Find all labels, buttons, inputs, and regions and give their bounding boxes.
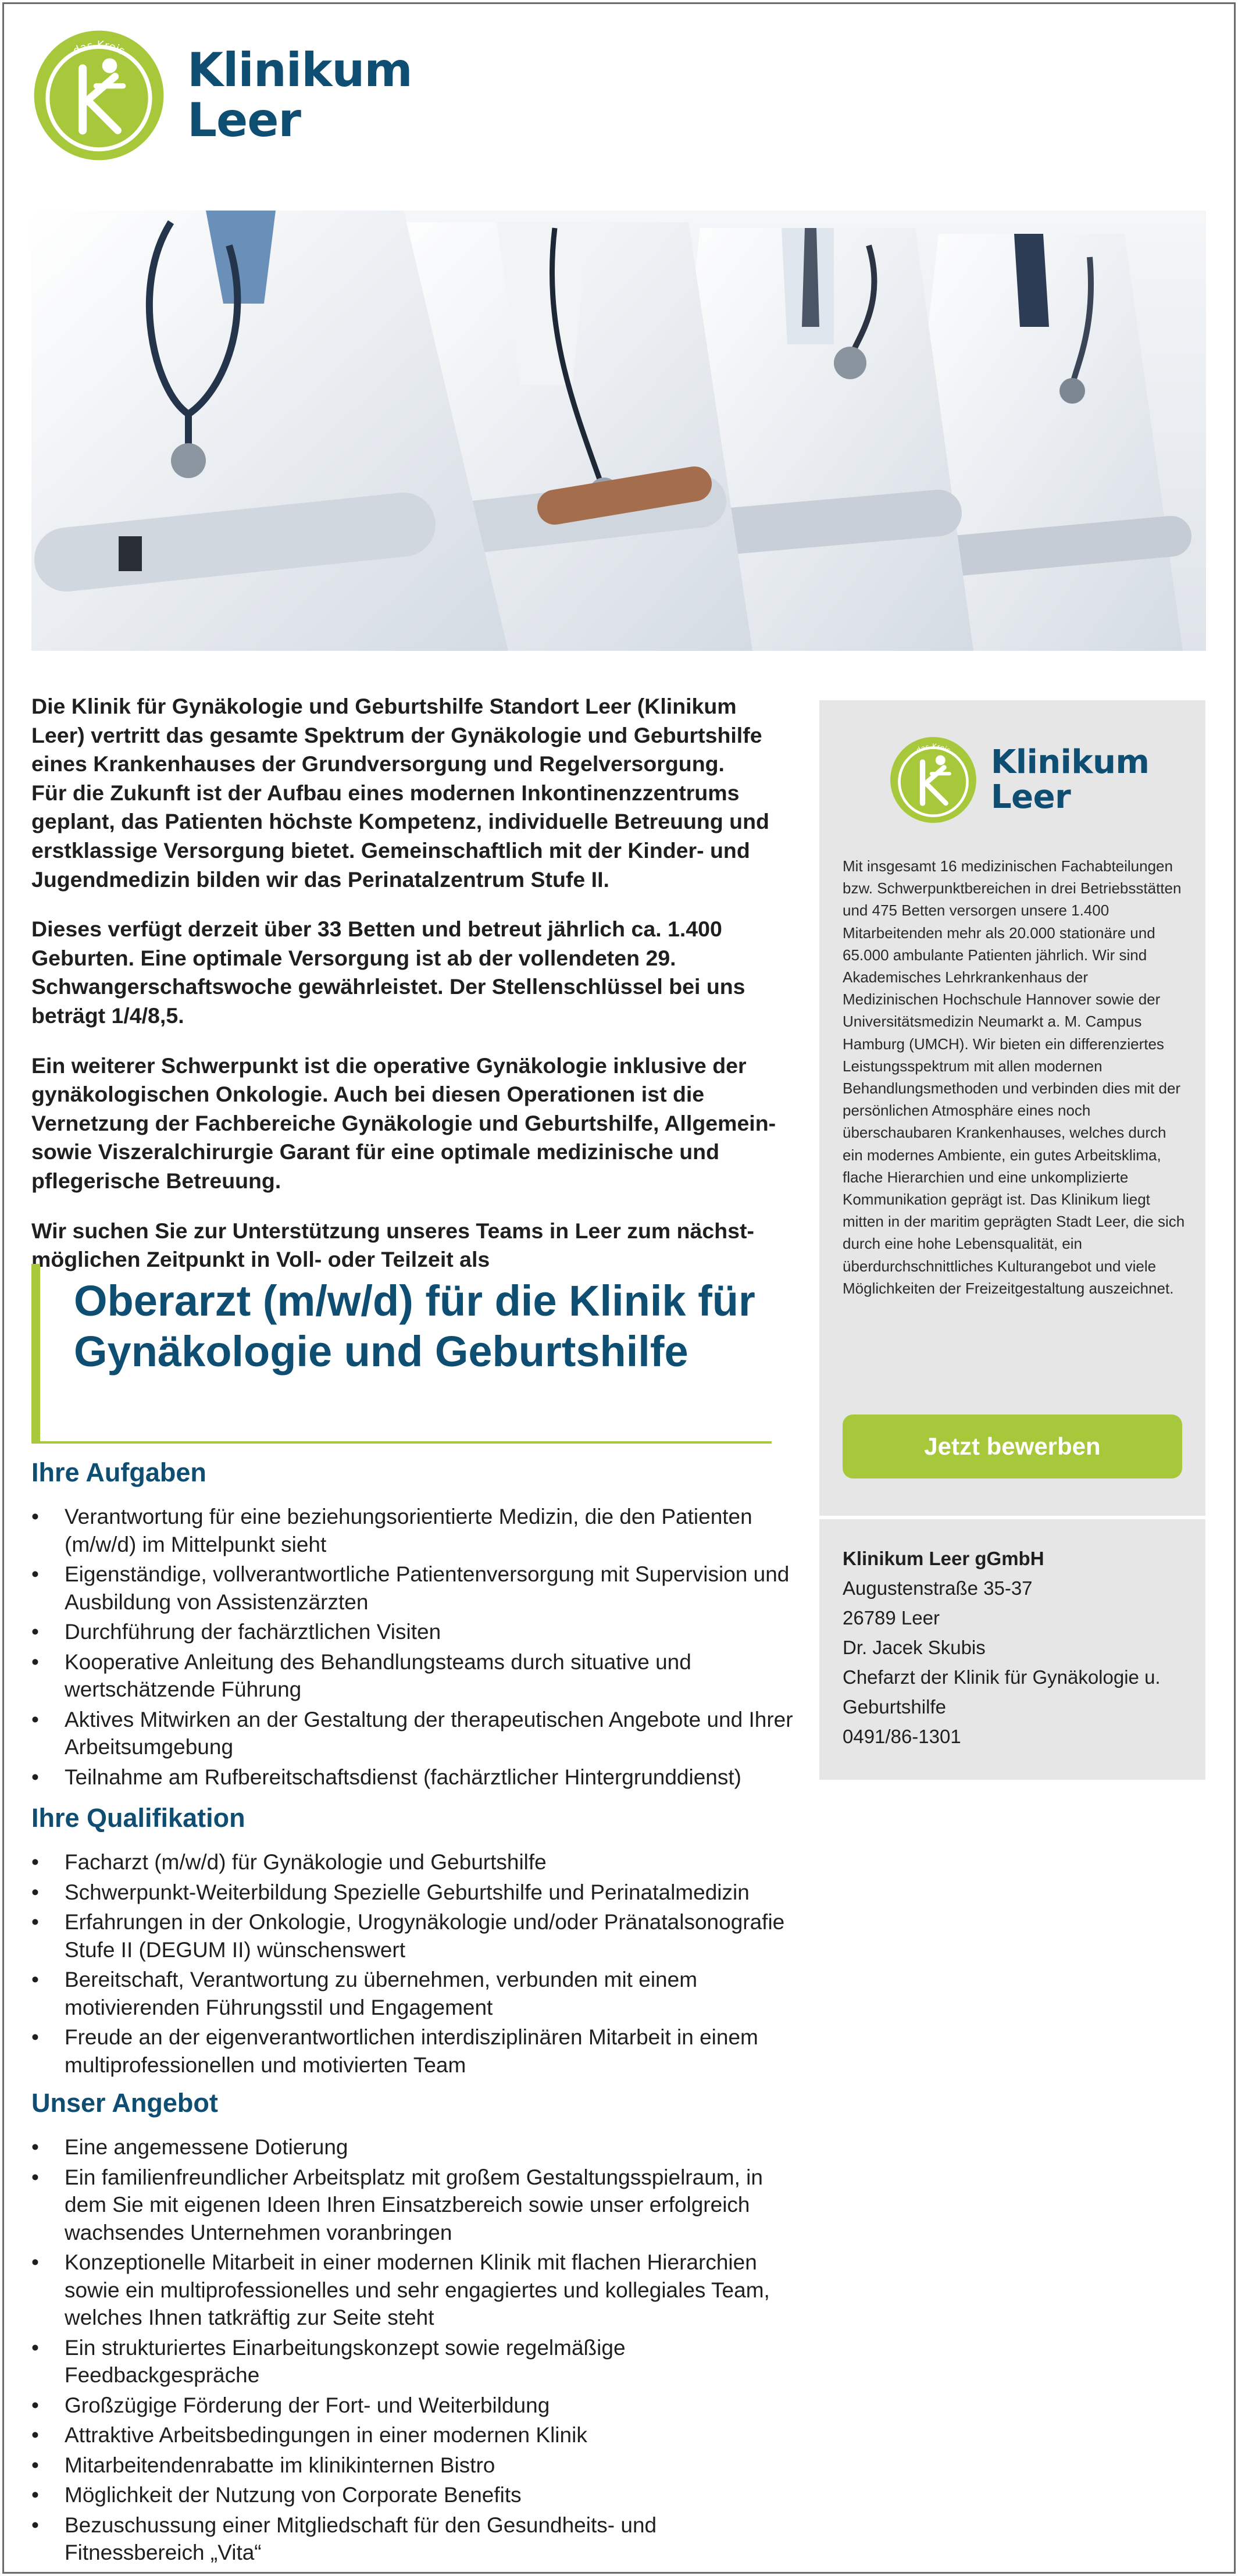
contact-company: Klinikum Leer gGmbH (843, 1548, 1044, 1569)
intro-text (31, 692, 782, 1295)
contact-person: Dr. Jacek Skubis (843, 1637, 986, 1658)
sidebar-logo (889, 735, 1149, 825)
intro-paragraph-2: Dieses verfügt derzeit über 33 Betten und betreut jährlich ca. 1.400 Geburten. Eine optimale Versorgung ist ab der vollendeten 29. Schwangerschaftswoche gewährleistet. Der Stellenschlüssel bei uns beträgt 1/4/8,5. (31, 917, 745, 1028)
section-angebot (31, 2087, 793, 2569)
qualifikation-list (31, 1848, 793, 2079)
list-item: • Durchführung der fachärztlichen Visiten (31, 1618, 793, 1646)
list-item: • Bezuschussung einer Mitgliedschaft für den Gesundheits- und Fitnessbereich „Vita“ (31, 2511, 793, 2567)
svg-text:das Kreis: das Kreis (71, 39, 127, 58)
list-item: • Freude an der eigenverantwortlichen interdisziplinären Mitarbeit in einem multiprofessionellen und motivierten Team (31, 2023, 793, 2079)
list-item: • Mitarbeitendenrabatte im klinikinternen Bistro (31, 2452, 793, 2479)
list-item: • Teilnahme am Rufbereitschaftsdienst (fachärztlicher Hintergrunddienst) (31, 1763, 793, 1791)
list-item: • Verantwortung für eine beziehungsorientierte Medizin, die den Patienten (m/w/d) im Mittelpunkt sieht (31, 1503, 793, 1558)
sidebar-logo-name-line1: Klinikum (991, 743, 1150, 781)
hero-image (31, 211, 1206, 651)
job-title-box (31, 1264, 772, 1444)
intro-paragraph-1: Die Klinik für Gynäkologie und Geburtshilfe Standort Leer (Klinikum Leer) vertritt das gesamte Spektrum der Gynäkologie und Geburtshilfe eines Krankenhauses der Grundversorgung und Regelversorgung. (31, 694, 762, 776)
list-item: • Ein familienfreundlicher Arbeitsplatz mit großem Gestaltungsspielraum, in dem Sie mit eigenen Ideen Ihren Einsatzbereich sowie unser erfolgreich wachsendes Unternehmen voranbringen (31, 2164, 793, 2247)
contact-block (843, 1544, 1191, 1751)
list-item: • Eigenständige, vollverantwortliche Patientenversorgung mit Supervision und Ausbildung von Assistenzärzten (31, 1560, 793, 1616)
contact-city: 26789 Leer (843, 1607, 940, 1629)
contact-street: Augustenstraße 35-37 (843, 1577, 1033, 1599)
intro-paragraph-3: Ein weiterer Schwerpunkt ist die operative Gynäkologie inklusive der gynäkologischen Onkologie. Auch bei diesen Operationen ist die Vernetzung der Fachbereiche Gynäkologie und Geburtshilfe, Allgemein- sowie Viszeralchirurgie Garant für eine optimale medizinische und pflegerische Betreuung. (31, 1053, 776, 1193)
list-item: • Ein strukturiertes Einarbeitungskonzept sowie regelmäßige Feedbackgespräche (31, 2334, 793, 2389)
intro-paragraph-4: Wir suchen Sie zur Unterstützung unseres Teams in Leer zum nächst- möglichen Zeitpunkt in Voll- oder Teilzeit als (31, 1218, 754, 1272)
list-item: • Aktives Mitwirken an der Gestaltung der therapeutischen Angebote und Ihrer Arbeitsumgebung (31, 1706, 793, 1761)
svg-text:das Kreis: das Kreis (915, 742, 952, 755)
contact-phone[interactable]: 0491/86-1301 (843, 1726, 961, 1747)
job-title: Oberarzt (m/w/d) für die Klinik für Gynäkologie und Geburtshilfe (74, 1277, 755, 1376)
sidebar-logo-name-line2: Leer (991, 778, 1071, 816)
section-qualifikation (31, 1802, 793, 2081)
list-item: • Schwerpunkt-Weiterbildung Spezielle Geburtshilfe und Perinatalmedizin (31, 1879, 793, 1907)
sidebar-divider (819, 1516, 1205, 1519)
list-item: • Facharzt (m/w/d) für Gynäkologie und Geburtshilfe (31, 1848, 793, 1876)
list-item: • Eine angemessene Dotierung (31, 2133, 793, 2161)
list-item: • Kooperative Anleitung des Behandlungsteams durch situative und wertschätzende Führung (31, 1648, 793, 1704)
list-item: • Großzügige Förderung der Fort- und Weiterbildung (31, 2392, 793, 2420)
klinikum-leer-logo-icon (889, 735, 978, 825)
logo-name-line1: Klinikum (187, 42, 412, 97)
section-heading-angebot: Unser Angebot (31, 2088, 218, 2118)
list-item: • Bereitschaft, Verantwortung zu übernehmen, verbunden mit einem motivierenden Führungsstil und Engagement (31, 1966, 793, 2021)
intro-paragraph-1b: Für die Zukunft ist der Aufbau eines modernen Inkontinenzzentrums geplant, das Patienten höchste Kompetenz, individuelle Betreuung und erstklassige Versorgung bietet. Gemeinschaftlich mit der Kinder- und Jugendmedizin bilden wir das Perinatalzentrum Stufe II. (31, 780, 769, 892)
contact-role-line2: Geburtshilfe (843, 1696, 946, 1718)
doctors-photo-icon (31, 211, 1206, 651)
angebot-list (31, 2133, 793, 2567)
section-heading-qualifikation: Ihre Qualifikation (31, 1803, 245, 1833)
contact-role-line1: Chefarzt der Klinik für Gynäkologie u. (843, 1666, 1161, 1688)
logo-name-line2: Leer (187, 93, 301, 147)
sidebar (819, 700, 1205, 1780)
header-logo (31, 28, 412, 163)
list-item: • Erfahrungen in der Onkologie, Urogynäkologie und/oder Pränatalsonografie Stufe II (DEGUM II) wünschenswert (31, 1908, 793, 1964)
aufgaben-list (31, 1503, 793, 1791)
list-item: • Konzeptionelle Mitarbeit in einer modernen Klinik mit flachen Hierarchien sowie ein multiprofessionelles und sehr engagiertes und kollegiales Team, welches Ihnen tatkräftig zur Seite steht (31, 2249, 793, 2332)
klinikum-leer-logo-icon (31, 28, 166, 163)
list-item: • Attraktive Arbeitsbedingungen in einer modernen Klinik (31, 2421, 793, 2449)
sidebar-description: Mit insgesamt 16 medizinischen Fachabteilungen bzw. Schwerpunktbereichen in drei Betriebsstätten und 475 Betten versorgen unsere 1.400 Mitarbeitenden mehr als 20.000 stationäre und 65.000 ambulante Patienten jährlich. Wir sind Akademisches Lehrkrankenhaus der Medizinischen Hochschule Hannover sowie der Universitätsmedizin Neumarkt a. M. Campus Hamburg (UMCH). Wir bieten ein differenziertes Leistungsspektrum mit allen modernen Behandlungsmethoden und verbinden dies mit der persönlichen Atmosphäre eines noch überschaubaren Krankenhauses, welches durch ein modernes Ambiente, ein gutes Arbeitsklima, flache Hierarchien und eine unkomplizierte Kommunikation geprägt ist. Das Klinikum liegt mitten in der maritim geprägten Stadt Leer, die sich durch eine hohe Lebensqualität, ein überdurchschnittliches Kulturangebot und viele Möglichkeiten der Freizeitgestaltung auszeichnet. (843, 857, 1185, 1297)
apply-button[interactable]: Jetzt bewerben (843, 1415, 1182, 1478)
list-item: • Möglichkeit der Nutzung von Corporate Benefits (31, 2481, 793, 2509)
section-heading-aufgaben: Ihre Aufgaben (31, 1458, 206, 1487)
section-aufgaben (31, 1456, 793, 1793)
